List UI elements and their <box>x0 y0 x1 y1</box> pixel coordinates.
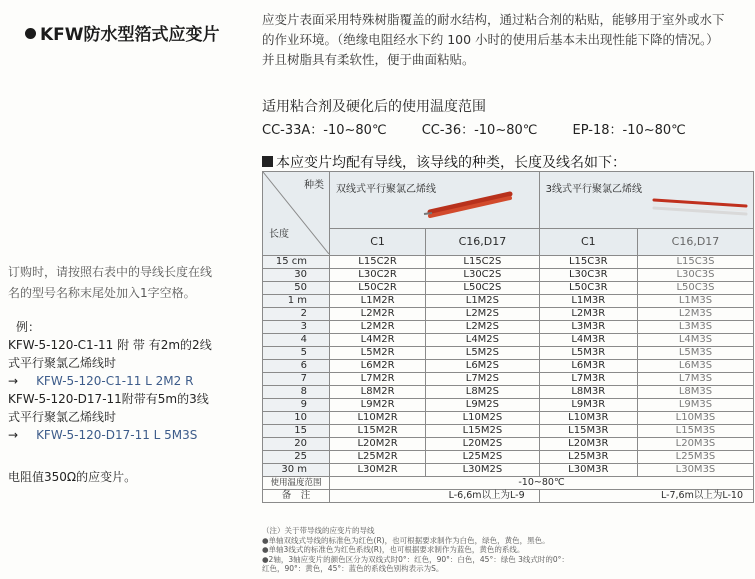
table-row <box>263 425 754 438</box>
length-cell: 2 <box>263 308 330 321</box>
wire-code-cell: L20M2S <box>426 438 539 451</box>
wire-code-cell: L10M3S <box>637 412 753 425</box>
wire-code-cell: L25M2R <box>330 451 426 464</box>
wire-code-cell: L20M3S <box>637 438 753 451</box>
table-row <box>263 256 754 269</box>
wire-code-cell: L15C3R <box>539 256 637 269</box>
wire-code-cell: L9M3R <box>539 399 637 412</box>
length-cell: 15 cm <box>263 256 330 269</box>
wire-code-cell: L5M2R <box>330 347 426 360</box>
length-cell: 6 <box>263 360 330 373</box>
temp-cc36: CC-36：-10~80℃ <box>421 123 538 138</box>
wire-code-cell: L2M2R <box>330 308 426 321</box>
example-line: 式平行聚氯乙烯线时 <box>8 356 117 370</box>
wire-code-cell: L6M3S <box>637 360 753 373</box>
type-3wire-label: 3线式平行聚氯乙烯线 <box>545 184 642 195</box>
wire-code-cell: L8M2S <box>426 386 539 399</box>
corner-type-label: 种类 <box>304 180 324 191</box>
length-cell: 8 <box>263 386 330 399</box>
table-row <box>263 438 754 451</box>
wire-code-cell: L1M3S <box>637 295 753 308</box>
temp-cc33a: CC-33A：-10~80℃ <box>262 123 387 138</box>
wire-code-cell: L10M2S <box>426 412 539 425</box>
wire-code-cell: L4M3S <box>637 334 753 347</box>
col-header: C1 <box>330 229 426 256</box>
example-result-1 <box>8 372 212 390</box>
description <box>262 10 750 70</box>
table-heading: 本应变片均配有导线，该导线的种类，长度及线名如下： <box>262 152 626 172</box>
table-row <box>263 373 754 386</box>
wire-code-cell: L4M2R <box>330 334 426 347</box>
type-3wire-header <box>539 172 753 229</box>
length-cell: 30 m <box>263 464 330 477</box>
wire-code-cell: L7M2S <box>426 373 539 386</box>
example-line: KFW-5-120-C1-11 附 带 有2m的2线 <box>8 338 212 352</box>
table-row <box>263 360 754 373</box>
temperature-values <box>262 119 716 138</box>
wire-code-cell: L25M3S <box>637 451 753 464</box>
table-row <box>263 399 754 412</box>
wire-code-cell: L30C3R <box>539 269 637 282</box>
wire-code-cell: L50C3R <box>539 282 637 295</box>
length-cell: 3 <box>263 321 330 334</box>
order-note-line: 订购时，请按照右表中的导线长度在线 <box>8 265 213 279</box>
temp-range-label: 使用温度范围 <box>263 477 330 490</box>
wire-code-cell: L5M2S <box>426 347 539 360</box>
table-notes <box>262 526 569 574</box>
wire-code-cell: L30C2R <box>330 269 426 282</box>
wire-code-cell: L6M2S <box>426 360 539 373</box>
order-example <box>8 318 212 444</box>
example-result-text: KFW-5-120-D17-11 L 5M3S <box>36 428 198 442</box>
order-note <box>8 262 212 304</box>
table-row <box>263 295 754 308</box>
wire-code-cell: L9M2S <box>426 399 539 412</box>
corner-length-label: 长度 <box>269 229 289 240</box>
length-cell: 9 <box>263 399 330 412</box>
order-note-line: 名的型号名称末尾处加入1字空格。 <box>8 286 196 300</box>
table-row <box>263 464 754 477</box>
example-line: KFW-5-120-D17-11附带有5m的3线 <box>8 392 209 406</box>
description-line: 的作业环境。（绝缘电阻经水下约 100 小时的使用后基本未出现性能下降的情况。） <box>262 32 719 47</box>
wire-code-cell: L20M2R <box>330 438 426 451</box>
length-cell: 7 <box>263 373 330 386</box>
note-line: （注）关于带导线的应变片的导线 <box>262 526 375 535</box>
wire-code-cell: L25M3R <box>539 451 637 464</box>
wire-code-cell: L6M3R <box>539 360 637 373</box>
table-corner-cell <box>263 172 330 256</box>
wire-code-cell: L4M2S <box>426 334 539 347</box>
wire-code-cell: L7M3S <box>637 373 753 386</box>
wire-code-cell: L2M2R <box>330 321 426 334</box>
square-bullet-icon <box>262 156 273 167</box>
length-cell: 15 <box>263 425 330 438</box>
description-line: 应变片表面采用特殊树脂覆盖的耐水结构，通过粘合剂的粘贴，能够用于室外或水下 <box>262 12 725 27</box>
remark-2wire: L-6,6m以上为L-9 <box>330 490 540 503</box>
col-header: C16,D17 <box>637 229 753 256</box>
example-result-2 <box>8 426 212 444</box>
wire-code-cell: L10M2R <box>330 412 426 425</box>
table-row <box>263 321 754 334</box>
table-row <box>263 308 754 321</box>
wire-code-cell: L7M2R <box>330 373 426 386</box>
wire-code-cell: L2M2S <box>426 308 539 321</box>
length-cell: 50 <box>263 282 330 295</box>
length-cell: 20 <box>263 438 330 451</box>
wire-code-cell: L8M3R <box>539 386 637 399</box>
wire-code-cell: L3M3R <box>539 321 637 334</box>
wire-code-cell: L2M3S <box>637 308 753 321</box>
wire-code-cell: L20M3R <box>539 438 637 451</box>
wire-code-cell: L2M3R <box>539 308 637 321</box>
wire-code-cell: L30C3S <box>637 269 753 282</box>
temperature-heading: 适用粘合剂及硬化后的使用温度范围 <box>262 99 486 115</box>
wire-code-cell: L9M3S <box>637 399 753 412</box>
wire-code-cell: L15M2R <box>330 425 426 438</box>
arrow-right-icon: → <box>8 428 19 442</box>
wire-code-cell: L5M3R <box>539 347 637 360</box>
table-row <box>263 386 754 399</box>
wire-code-cell: L25M2S <box>426 451 539 464</box>
wire-code-cell: L15M3S <box>637 425 753 438</box>
length-cell: 5 <box>263 347 330 360</box>
length-cell: 1 m <box>263 295 330 308</box>
wire-code-cell: L50C2S <box>426 282 539 295</box>
length-cell: 30 <box>263 269 330 282</box>
remark-3wire: L-7,6m以上为L-10 <box>539 490 753 503</box>
wire-code-cell: L5M3S <box>637 347 753 360</box>
table-row <box>263 451 754 464</box>
three-wire-cable-image <box>650 192 750 216</box>
wire-code-cell: L50C3S <box>637 282 753 295</box>
table-row <box>263 412 754 425</box>
two-wire-cable-image <box>422 190 514 218</box>
example-label: 例： <box>16 320 41 334</box>
example-line: 式平行聚氯乙烯线时 <box>8 410 117 424</box>
length-cell: 25 <box>263 451 330 464</box>
type-2wire-label: 双线式平行聚氯乙烯线 <box>336 184 436 195</box>
table-row <box>263 347 754 360</box>
col-header: C1 <box>539 229 637 256</box>
wire-code-cell: L1M2R <box>330 295 426 308</box>
wire-code-cell: L8M2R <box>330 386 426 399</box>
wire-code-cell: L15C2R <box>330 256 426 269</box>
wire-code-cell: L15M3R <box>539 425 637 438</box>
temp-ep18: EP-18：-10~80℃ <box>572 123 686 138</box>
wire-code-cell: L2M2S <box>426 321 539 334</box>
note-line: 红色，90°：黄色，45°：蓝色的系线色别构表示为S。 <box>262 564 444 573</box>
wire-code-cell: L7M3R <box>539 373 637 386</box>
wire-code-cell: L4M3R <box>539 334 637 347</box>
wire-code-cell: L1M2S <box>426 295 539 308</box>
example-result-text: KFW-5-120-C1-11 L 2M2 R <box>36 374 194 388</box>
wire-code-cell: L30M3S <box>637 464 753 477</box>
length-cell: 10 <box>263 412 330 425</box>
description-line: 并且树脂具有柔软性，便于曲面粘贴。 <box>262 52 475 67</box>
wire-code-cell: L30M3R <box>539 464 637 477</box>
arrow-right-icon: → <box>8 374 19 388</box>
wire-code-cell: L15C2S <box>426 256 539 269</box>
wire-code-cell: L15C3S <box>637 256 753 269</box>
wire-code-cell: L50C2R <box>330 282 426 295</box>
type-2wire-header <box>330 172 540 229</box>
wire-code-cell: L10M3R <box>539 412 637 425</box>
wire-code-cell: L30M2S <box>426 464 539 477</box>
remark-label: 备 注 <box>263 490 330 503</box>
page-title: KFW防水型箔式应变片 <box>25 20 220 45</box>
table-body <box>263 256 754 477</box>
table-row <box>263 282 754 295</box>
table-row <box>263 334 754 347</box>
col-header: C16,D17 <box>426 229 539 256</box>
note-line: ●2轴，3轴应变片的颜色区分为双线式时0°：红色，90°：白色，45°：绿色 3线式时的0°： <box>262 554 569 564</box>
wire-code-cell: L3M3S <box>637 321 753 334</box>
wire-code-cell: L9M2R <box>330 399 426 412</box>
wire-code-cell: L8M3S <box>637 386 753 399</box>
bullet-icon <box>25 28 36 39</box>
wire-code-cell: L30C2S <box>426 269 539 282</box>
note-line: ●单轴双线式导线的标准色为红色(R)，也可根据要求制作为白色，绿色，黄色，黑色。 <box>262 535 550 545</box>
note-line: ●单轴3线式的标准色为红色系线(R)，也可根据要求制作为蓝色，黄色的系线。 <box>262 545 525 554</box>
table-row <box>263 269 754 282</box>
resistance-note: 电阻值350Ω的应变片。 <box>8 470 137 484</box>
wire-code-cell: L30M2R <box>330 464 426 477</box>
length-cell: 4 <box>263 334 330 347</box>
wire-code-cell: L1M3R <box>539 295 637 308</box>
temp-range-value: -10~80℃ <box>330 477 754 490</box>
lead-wire-table <box>262 171 754 503</box>
wire-code-cell: L15M2S <box>426 425 539 438</box>
wire-code-cell: L6M2R <box>330 360 426 373</box>
